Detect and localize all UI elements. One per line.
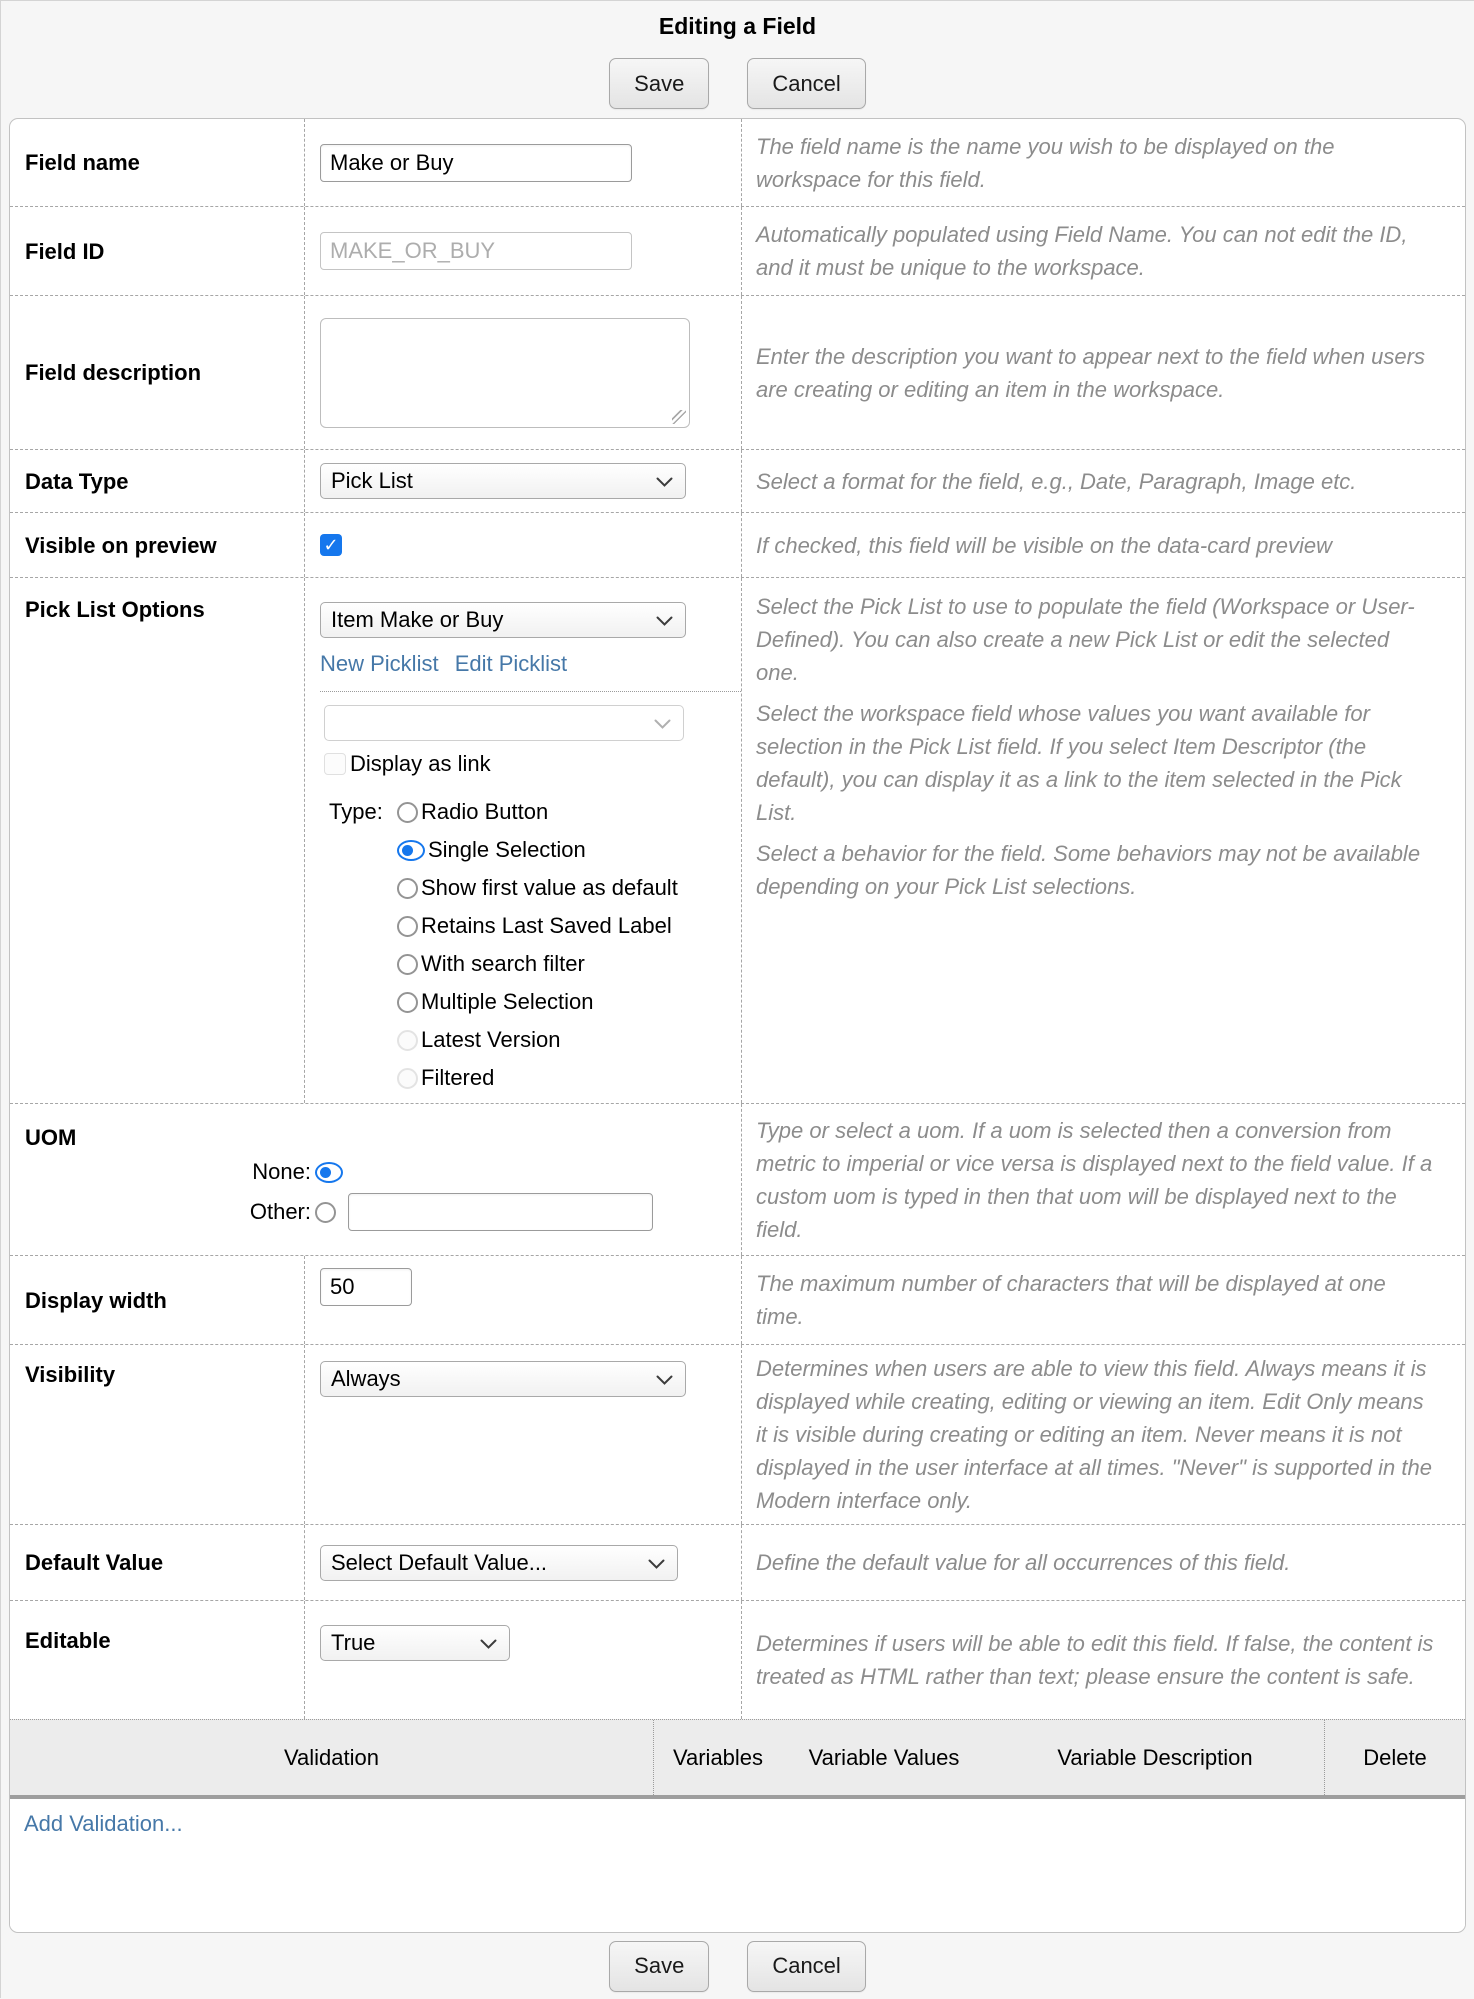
validation-column-header: Validation [10,1720,654,1795]
field-name-input[interactable] [320,144,632,182]
picklist-description-1: Select the Pick List to use to populate the field (Workspace or User-Defined). You can also create a new Pick List or edit the selected one. [756,594,1415,685]
visible-on-preview-description: If checked, this field will be visible on the data-card preview [756,532,1332,558]
uom-other-input[interactable] [348,1193,653,1231]
pick-list-options-label: Pick List Options [25,597,205,622]
display-width-input[interactable] [320,1268,412,1306]
editable-select[interactable]: True [320,1625,510,1661]
visible-on-preview-checkbox[interactable]: ✓ [320,534,342,556]
row-display-width [10,1255,1465,1344]
data-type-select[interactable]: Pick List [320,463,686,499]
chevron-down-icon [648,1559,665,1570]
top-button-row [1,58,1474,109]
chevron-down-icon [656,616,673,627]
visible-on-preview-label: Visible on preview [25,532,217,558]
filtered-radio [397,1068,418,1089]
top-bar [1,1,1474,118]
radio-row-filtered: Filtered [397,1059,678,1097]
uom-other-row [25,1193,741,1231]
row-data-type [10,449,1465,512]
row-visible-on-preview [10,512,1465,577]
field-id-description: Automatically populated using Field Name. You can not edit the ID, and it must be unique to the workspace. [756,222,1408,280]
data-type-description: Select a format for the field, e.g., Date, Paragraph, Image etc. [756,468,1357,494]
field-id-input [320,232,632,270]
workspace-field-select[interactable] [324,705,684,741]
single-selection-radio[interactable] [397,840,425,861]
row-field-description [10,295,1465,449]
field-description-textarea[interactable] [320,318,690,428]
with-search-filter-radio[interactable] [397,954,418,975]
row-visibility [10,1344,1465,1524]
picklist-description-2: Select the workspace field whose values you want available for selection in the Pick List field. If you select Item Descriptor (the default), you can display it as a link to the item selected in the Pick List. [756,701,1402,825]
row-field-name [10,119,1465,206]
radio-row-single-selection: Single Selection [397,831,678,869]
default-value-label: Default Value [25,1550,164,1575]
variables-column-header: Variables [672,1744,764,1770]
field-id-label: Field ID [25,238,105,264]
display-as-link-label: Display as link [350,751,491,776]
chevron-down-icon [656,477,673,488]
delete-column-header: Delete [1363,1744,1427,1770]
field-editor-form [9,118,1466,1933]
radio-row-radio-button: Radio Button [397,793,678,831]
picklist-description-3: Select a behavior for the field. Some behaviors may not be available depending on your Pick List selections. [756,841,1421,899]
uom-none-row [25,1159,741,1185]
visibility-description: Determines when users are able to view this field. Always means it is displayed while creating, editing or viewing an item. Edit Only means it is visible during creating or editing an item. Never means it is not displayed in the user interface at all times. "Never" is supported in the Modern interface only. [756,1356,1432,1513]
field-name-label: Field name [25,150,140,175]
edit-picklist-link[interactable]: Edit Picklist [454,651,568,676]
multiple-selection-radio[interactable] [397,992,418,1013]
row-uom [10,1103,1465,1255]
chevron-down-icon [480,1639,497,1650]
validation-table-header [10,1719,1465,1799]
default-value-select[interactable]: Select Default Value... [320,1545,678,1581]
picklist-section-divider [320,691,741,692]
row-pick-list-options [10,577,1465,1103]
uom-none-label: None: [252,1159,311,1184]
field-description-label: Field description [25,360,202,385]
uom-other-radio[interactable] [315,1202,336,1223]
editable-description: Determines if users will be able to edit this field. If false, the content is treated as HTML rather than text; please ensure the content is safe. [756,1631,1434,1689]
radio-row-multiple-selection: Multiple Selection [397,983,678,1021]
show-first-value-radio[interactable] [397,878,418,899]
row-editable [10,1600,1465,1719]
uom-none-radio[interactable] [315,1162,343,1183]
bottom-bar [1,1933,1474,1999]
display-as-link-checkbox[interactable] [324,753,346,775]
add-validation-link[interactable]: Add Validation... [24,1811,183,1836]
variable-values-column-header: Variable Values [808,1744,960,1770]
picklist-type-radio-group [397,793,678,1097]
visibility-label: Visibility [25,1362,116,1387]
save-button[interactable]: Save [609,58,709,109]
radio-button-radio[interactable] [397,802,418,823]
radio-row-retains-last-saved: Retains Last Saved Label [397,907,678,945]
data-type-label: Data Type [25,468,129,494]
cancel-button-bottom[interactable]: Cancel [747,1941,865,1992]
page-title: Editing a Field [658,13,817,39]
validation-table-body [10,1799,1465,1928]
uom-other-label: Other: [249,1199,311,1224]
picklist-select[interactable]: Item Make or Buy [320,602,686,638]
row-default-value [10,1524,1465,1600]
resize-handle-icon[interactable] [672,410,686,424]
editable-label: Editable [25,1628,111,1653]
save-button-bottom[interactable]: Save [609,1941,709,1992]
retains-last-saved-radio[interactable] [397,916,418,937]
chevron-down-icon [654,719,671,730]
cancel-button[interactable]: Cancel [747,58,865,109]
radio-row-latest-version: Latest Version [397,1021,678,1059]
default-value-description: Define the default value for all occurrences of this field. [756,1550,1291,1575]
variable-description-column-header: Variable Description [986,1720,1325,1795]
field-description-description: Enter the description you want to appear next to the field when users are creating or editing an item in the workspace. [756,343,1425,402]
display-width-label: Display width [25,1287,167,1313]
row-field-id [10,206,1465,295]
field-name-description: The field name is the name you wish to be displayed on the workspace for this field. [756,133,1335,192]
radio-row-with-search-filter: With search filter [397,945,678,983]
type-label: Type: [329,799,383,824]
uom-description: Type or select a uom. If a uom is selected then a conversion from metric to imperial or vice versa is displayed next to the field value. If a custom uom is typed in then that uom will be displayed next to the field. [756,1117,1433,1242]
radio-row-show-first-value: Show first value as default [397,869,678,907]
display-width-description: The maximum number of characters that will be displayed at one time. [756,1271,1386,1329]
new-picklist-link[interactable]: New Picklist [320,651,439,676]
latest-version-radio [397,1030,418,1051]
visibility-select[interactable]: Always [320,1361,686,1397]
uom-label: UOM [25,1125,77,1150]
chevron-down-icon [656,1375,673,1386]
